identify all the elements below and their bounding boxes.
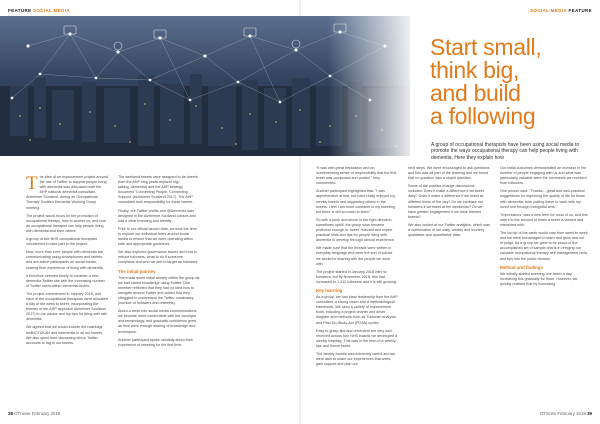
body-paragraph: The project would focus on the promotion of occupational therapy, how to access us, and how an occupational therapist can help people living with dementia and their carers. — [26, 213, 107, 233]
headline-line: Start small, — [430, 34, 542, 60]
body-paragraph: We initially started tweeting one tweet a day, increasing this gradually for three. However, we quickly realised that by increasing — [500, 271, 578, 286]
running-head-section: FEATURE — [8, 8, 32, 13]
body-paragraph: We made sure that the threads were written in everyday language and were the sort of advice we would be sharing with the people we work with. — [316, 246, 393, 266]
city-network-illustration — [0, 16, 410, 156]
body-paragraph: Our initial outcomes demonstrated an increase in the number of people engaging with us and what was particularly valuable were the comments we received from followers. — [500, 166, 587, 186]
body-paragraph: Now, more than ever, people with dementia are communicating using smartphones and tablets and are active participants on social media, sharing their experience of living with dementia. — [26, 250, 104, 270]
body-paragraph: We agreed that we would include the hashtags #withOTUKAN and #dementia in all our tweets. We also spent time discussing which Twitter accounts to tag in our tweets. — [26, 325, 104, 345]
body-paragraph: As a group, we had clear leadership from the AHP consultant, a strong vision and a methodological framework. We used a variety of improvement tools, including a project charter and driver diagram and methods such as Tuckman analysis and Plan-Do-Study-Act (PDSA) cycles. — [316, 295, 398, 325]
publication-name: OTnews February 2019 — [539, 411, 586, 416]
publication-name: OTnews February 2019 — [14, 411, 61, 416]
body-column-5 — [500, 166, 588, 290]
body-paragraph: "Impressions" was a new term for most of us, and this refers to the amount of times a tweet is viewed and interacted with. — [500, 212, 588, 227]
drop-cap: T — [26, 173, 38, 194]
body-paragraph: Finally, our Twitter profile and @Dementia was designed in the Alzheimer Scotland colours and had a clear branding and identity. — [118, 208, 196, 223]
body-paragraph: The project commenced in January 2018, and each of the occupational therapists were allocated a day of the week to tweet, incorporating the themes of the AHP approach Alzheimer Scotland 2017) to our advice and top tips for living well with dementia. — [26, 291, 108, 322]
running-head-topic: SOCIAL MEDIA — [33, 8, 70, 13]
body-column-1 — [26, 175, 108, 349]
body-paragraph: Another participant spoke candidly about their experience of tweeting for the first time. — [118, 337, 193, 347]
body-paragraph: A group of five NHS occupational therapists volunteered to take part in the project. — [26, 237, 98, 247]
body-paragraph: Some of the positive change discussions included: Does it make a difference if we tweet daily? Does it make a difference if we tweet at different times of the day? Do we increase our followers if we tweet at the weekends? Do we have greater engagement if we have themed tweets? — [408, 184, 484, 219]
body-paragraph: The top tip of the week would vary from week to week and we were encouraged to learn and grow and not to judge. As a group we grew to be proud of the accomplished set of sample charts in bringing our valuable occupational therapy self-management hints and tips into the public domain. — [500, 231, 588, 261]
headline-line: a following — [430, 103, 536, 129]
body-paragraph: Easy to grasp tips and reminders are very well received across four NHS boards we developed a weekly hashtag. This was in the form of a weekly tips and theme tweet. — [316, 328, 398, 348]
section-heading: Method and findings — [500, 264, 543, 270]
section-heading: The initial journey — [118, 268, 156, 274]
section-heading: Key learning — [316, 287, 343, 293]
body-paragraph: So with a push and shove in the right direction, sometimes uphill, the group soon became proficient enough to 'tweet' relevant and expert practical hints and tips for people living with dementia to develop through clinical experience. — [316, 217, 395, 243]
running-head-topic: SOCIAL MEDIA — [530, 8, 567, 13]
body-paragraph: About a week into social media communications we became more comfortable with the concepts and terminology, and gradually confidence grew as time went through sharing of knowledge and techniques. — [118, 309, 197, 334]
folio-right — [540, 411, 592, 416]
body-paragraph: The weekend tweets were assigned to be tweets from the AHP blog (www.ahpscot.org/ talking_dementia) and the AHP strategy document 'Connecting People, Connecting Support' (Alzheimer Scotland 2017). The AHP consultant took responsibility for these tweets. — [118, 175, 198, 205]
body-paragraph: We also explored governance issues and how to reduce followers, what to do if someone complains and who we aim to target as followers. — [118, 250, 199, 265]
body-paragraph: We also looked at our Twitter analytics, which was a combination of our daily, weekly and monthly qualitative and quantitative data. — [408, 222, 490, 238]
headline-line: and build — [430, 80, 521, 106]
hero-image-city-network — [0, 16, 410, 156]
body-column-2 — [118, 175, 200, 351]
article-standfirst: A group of occupational therapists have been using social media to promote the ways occupational therapy can help people living with dementia. Here they explain how — [431, 142, 580, 161]
running-head-section: FEATURE — [568, 8, 592, 13]
body-paragraph: The weekly huddle was extremely useful and we were able to share our experiences that week, gain support and plan our — [316, 352, 396, 367]
body-paragraph: Another participant highlighted that: "I was apprehensive at first, but have really enjoyed my weekly tweets and supporting others in the tweets. I feel I am more confident in my tweeting but there is still so much to learn." — [316, 189, 396, 214]
running-head-right — [530, 8, 592, 13]
body-column-4 — [408, 166, 490, 241]
body-paragraph: It therefore seemed timely to consider a new dementia Twitter site with the increasing number of Twitter users within dementia circles. — [26, 273, 105, 288]
body-paragraph: "It was with great trepidation and an overwhelming sense of responsibility that the first tweet was composed and posted," they commented. — [316, 166, 397, 186]
page-number: 38 — [8, 411, 13, 416]
paragraph-text: he idea of an improvement project around the use of Twitter to support people living with dementia was discussed with the AHP national dementia consultant, Alzheimer Scotland, during an Occupational Therapy Scottish Dementia Working Group meeting. — [26, 175, 108, 210]
headline-line: think big, — [430, 57, 520, 83]
page-number: 39 — [587, 411, 592, 416]
body-paragraph: next steps. We were encouraged to ask questions and this was all part of the learning and we found that no question was a stupid question. — [408, 166, 490, 181]
running-head-left — [8, 8, 70, 13]
body-paragraph — [26, 175, 108, 211]
article-headline — [430, 36, 590, 128]
body-paragraph: There was some initial anxiety within the group as we had varied knowledge using Twitter. One member reflected that they had no idea how to navigate around Twitter and added that they struggled to understand the Twitter vocabulary (number of followers and retweets). — [118, 275, 200, 306]
body-paragraph: The project started in January 2018 with no followers, but by November 2018, this had increased to 1,412 followers and it is still growing. — [316, 269, 397, 284]
body-paragraph: One person said: "Thanks... great and well-practical suggestions for improving the quality of life for those with dementia, from putting these to work with my loved one through thoughtful lens." — [500, 189, 586, 209]
body-column-3 — [316, 166, 398, 370]
body-paragraph: Prior to our official launch date, we took the time to explore our individual fears around social media to ensure that we were operating within safe and appropriate guidelines. — [118, 226, 197, 247]
folio-left — [8, 411, 60, 416]
